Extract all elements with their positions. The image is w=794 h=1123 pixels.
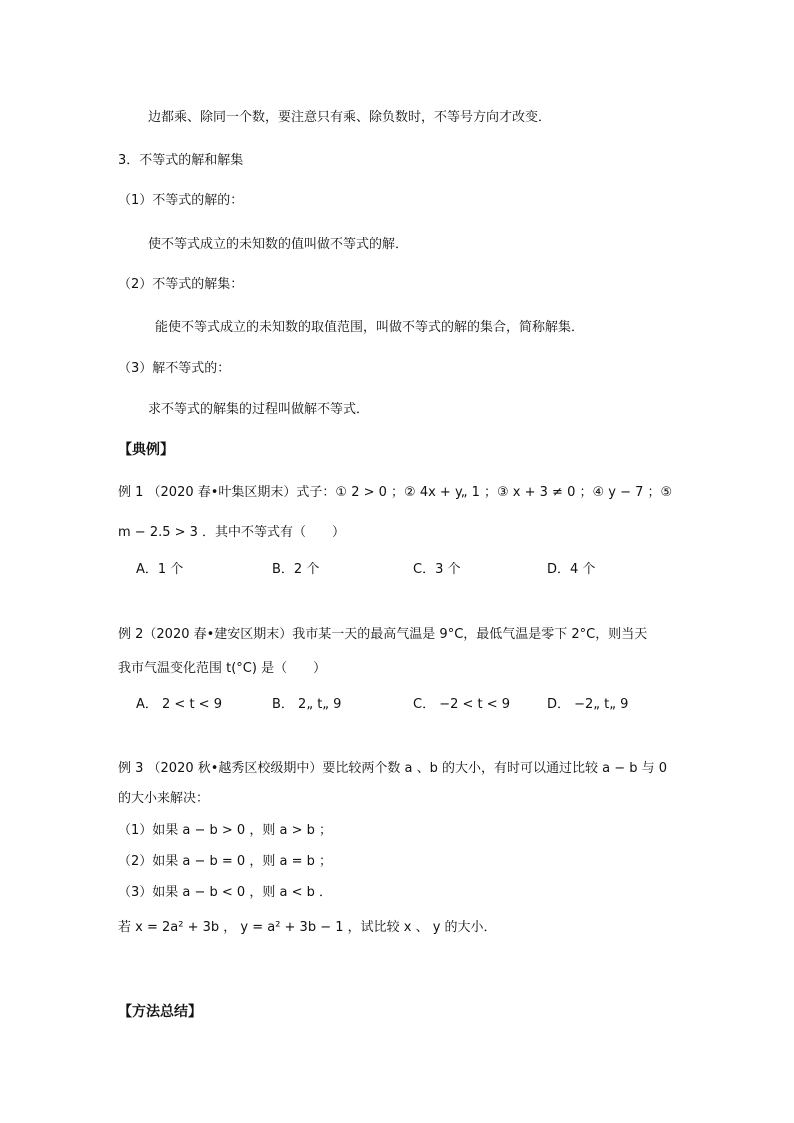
subsection-3-title: （3）解不等式的：: [118, 361, 231, 376]
example-3-question: 若 x = 2a² + 3b ， y = a² + 3b − 1 ，试比较 x 、 y 的大小．: [118, 920, 497, 935]
example-2-option-c: C． −2 < t < 9: [413, 697, 511, 712]
subsection-2-body: 能使不等式成立的未知数的取值范围，叫做不等式的解的集合，简称解集．: [155, 320, 585, 335]
example-3-line-1: 例 3 （2020 秋•越秀区校级期中）要比较两个数 a 、b 的大小，有时可以通过比较 a − b 与 0: [118, 761, 668, 776]
example-2-line-2: 我市气温变化范围 t(°C) 是（ ）: [118, 661, 327, 676]
example-1-option-d: D．4 个: [547, 562, 596, 577]
example-3-case-3: （3）如果 a − b < 0 ，则 a < b ．: [118, 885, 332, 900]
subsection-2-title: （2）不等式的解集：: [118, 277, 244, 292]
example-3-line-2: 的大小来解决：: [118, 791, 210, 806]
example-1-line-1: 例 1 （2020 春•叶集区期末）式子：① 2 > 0 ；② 4x + y„ 1 ；③ x + 3 ≠ 0 ；④ y − 7 ；⑤: [118, 485, 673, 500]
example-1-line-2: m − 2.5 > 3 ．其中不等式有（ ）: [118, 525, 346, 540]
example-3-case-1: （1）如果 a − b > 0 ，则 a > b ；: [118, 823, 332, 838]
section-3-title: 3．不等式的解和解集: [118, 153, 244, 168]
example-2-option-b: B． 2„ t„ 9: [272, 697, 342, 712]
subsection-1-body: 使不等式成立的未知数的值叫做不等式的解．: [148, 237, 409, 252]
example-1-option-b: B．2 个: [272, 562, 320, 577]
subsection-3-body: 求不等式的解集的过程叫做解不等式．: [148, 402, 370, 417]
method-summary-heading: 【方法总结】: [118, 1004, 202, 1020]
rule-note: 边都乘、除同一个数，要注意只有乘、除负数时，不等号方向才改变．: [148, 110, 552, 125]
examples-heading: 【典例】: [118, 442, 174, 458]
example-3-case-2: （2）如果 a − b = 0 ，则 a = b ；: [118, 854, 332, 869]
example-2-option-d: D． −2„ t„ 9: [547, 697, 629, 712]
example-2-line-1: 例 2（2020 春•建安区期末）我市某一天的最高气温是 9°C，最低气温是零下 2°C，则当天: [118, 627, 648, 642]
example-1-option-c: C．3 个: [413, 562, 461, 577]
subsection-1-title: （1）不等式的解的：: [118, 193, 244, 208]
example-1-option-a: A．1 个: [136, 562, 184, 577]
example-2-option-a: A． 2 < t < 9: [136, 697, 222, 712]
